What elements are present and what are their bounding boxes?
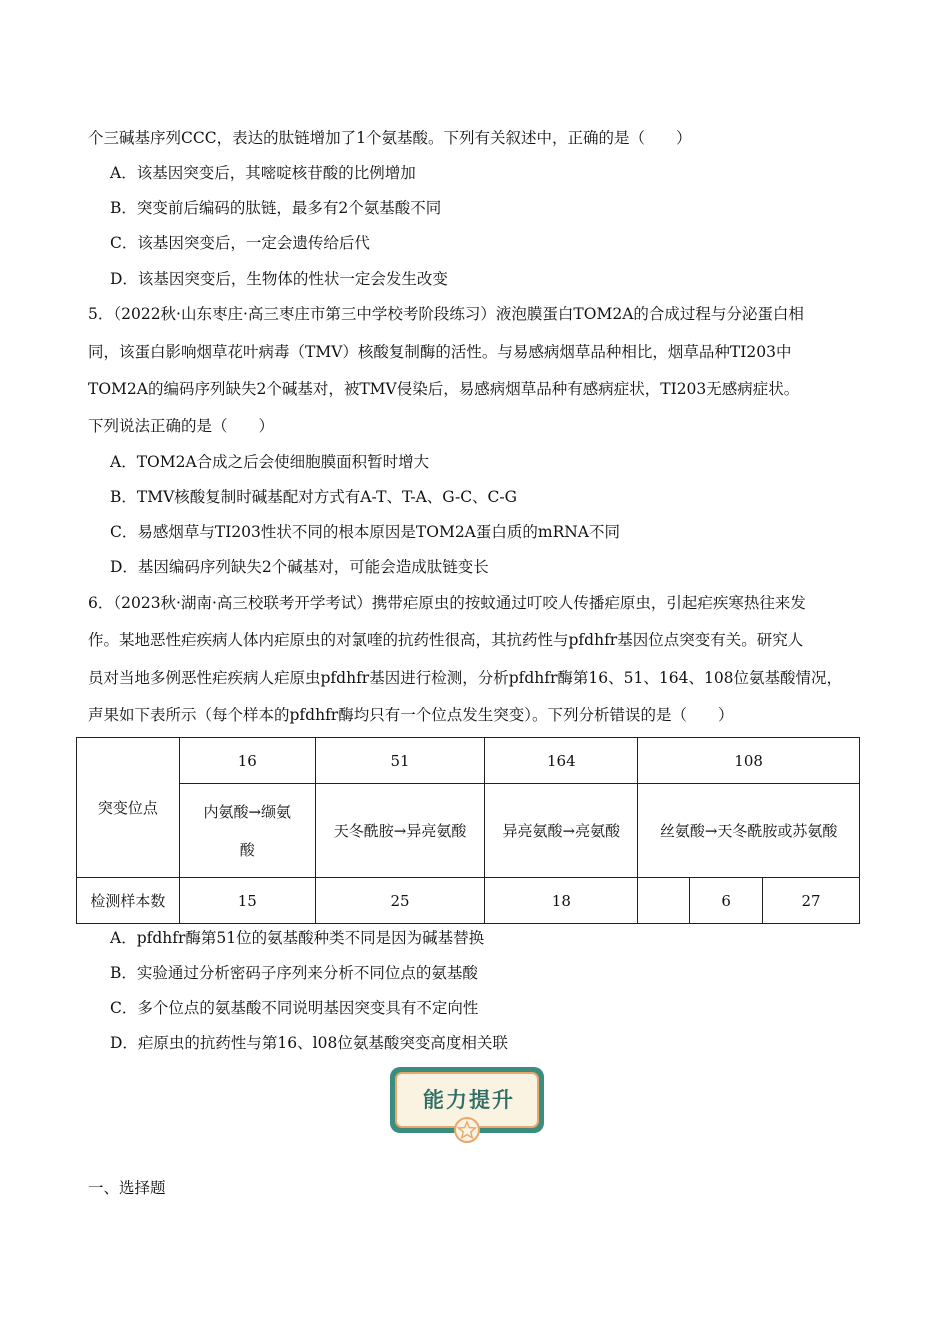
q4-stem-tail: 个三碱基序列CCC，表达的肽链增加了1个氨基酸。下列有关叙述中，正确的是（ ） <box>88 129 692 147</box>
q4-option-a: A．该基因突变后，其嘧啶核苷酸的比例增加 <box>110 164 416 182</box>
site-16: 16 <box>179 738 315 784</box>
q6-stem-line-3: 员对当地多例恶性疟疾病人疟原虫pfdhfr基因进行检测，分析pfdhfr酶第16、51、164、108位氨基酸情况， <box>88 669 843 687</box>
q6-stem-line-1: 6．（2023秋·湖南·高三校联考开学考试）携带疟原虫的按蚊通过叮咬人传播疟原虫，引起疟疾寒热往来发 <box>88 594 806 612</box>
q5-stem-line-3: TOM2A的编码序列缺失2个碱基对，被TMV侵染后，易感病烟草品种有感病症状，TI203无感病症状。 <box>88 380 800 398</box>
row-header-count: 检测样本数 <box>77 878 180 924</box>
q5-stem-line-4: 下列说法正确的是（ ） <box>88 417 275 435</box>
q5-option-c: C．易感烟草与TI203性状不同的根本原因是TOM2A蛋白质的mRNA不同 <box>110 523 621 541</box>
q6-option-b: B．实验通过分析密码子序列来分析不同位点的氨基酸 <box>110 964 478 982</box>
change-16 <box>179 784 315 878</box>
site-164: 164 <box>485 738 638 784</box>
q5-stem-line-1: 5．（2022秋·山东枣庄·高三枣庄市第三中学校考阶段练习）液泡膜蛋白TOM2A的合成过程与分泌蛋白相 <box>88 305 804 323</box>
mutation-table <box>76 737 860 924</box>
change-16-line-1: 内氨酸→缬氨 <box>203 802 292 821</box>
star-icon <box>452 1117 482 1143</box>
q4-option-b: B．突变前后编码的肽链，最多有2个氨基酸不同 <box>110 199 442 217</box>
change-108: 丝氨酸→天冬酰胺或苏氨酸 <box>638 784 860 878</box>
q5-option-a: A．TOM2A合成之后会使细胞膜面积暂时增大 <box>110 453 430 471</box>
count-164: 18 <box>485 878 638 924</box>
count-108-a <box>638 878 690 924</box>
count-16: 15 <box>179 878 315 924</box>
q6-option-a: A．pfdhfr酶第51位的氨基酸种类不同是因为碱基替换 <box>110 929 485 947</box>
change-16-line-2: 酸 <box>239 840 255 859</box>
ability-badge <box>390 1067 548 1143</box>
q6-stem-line-4: 声果如下表所示（每个样本的pfdhfr酶均只有一个位点发生突变）。下列分析错误的是（ ） <box>88 706 734 724</box>
change-164: 异亮氨酸→亮氨酸 <box>485 784 638 878</box>
section-title: 一、选择题 <box>88 1179 166 1197</box>
q4-option-d: D．该基因突变后，生物体的性状一定会发生改变 <box>110 270 448 288</box>
q5-option-b: B．TMV核酸复制时碱基配对方式有A-T、T-A、G-C、C-G <box>110 488 518 506</box>
q6-option-c: C．多个位点的氨基酸不同说明基因突变具有不定向性 <box>110 999 479 1017</box>
q5-option-d: D．基因编码序列缺失2个碱基对，可能会造成肽链变长 <box>110 558 489 576</box>
badge-label: 能力提升 <box>423 1088 515 1112</box>
count-51: 25 <box>315 878 485 924</box>
q4-option-c: C．该基因突变后，一定会遗传给后代 <box>110 234 370 252</box>
q6-stem-line-2: 作。某地恶性疟疾病人体内疟原虫的对氯喹的抗药性很高，其抗药性与pfdhfr基因位点突变有关。研究人 <box>88 631 804 649</box>
count-108-c: 27 <box>763 878 860 924</box>
q5-stem-line-2: 同，该蛋白影响烟草花叶病毒（TMV）核酸复制酶的活性。与易感病烟草品种相比，烟草品种TI203中 <box>88 343 792 361</box>
site-108: 108 <box>638 738 860 784</box>
change-51: 天冬酰胺→异亮氨酸 <box>315 784 485 878</box>
row-header-site: 突变位点 <box>77 738 180 878</box>
q6-option-d: D．疟原虫的抗药性与第16、l08位氨基酸突变高度相关联 <box>110 1034 508 1052</box>
count-108-b: 6 <box>690 878 763 924</box>
site-51: 51 <box>315 738 485 784</box>
